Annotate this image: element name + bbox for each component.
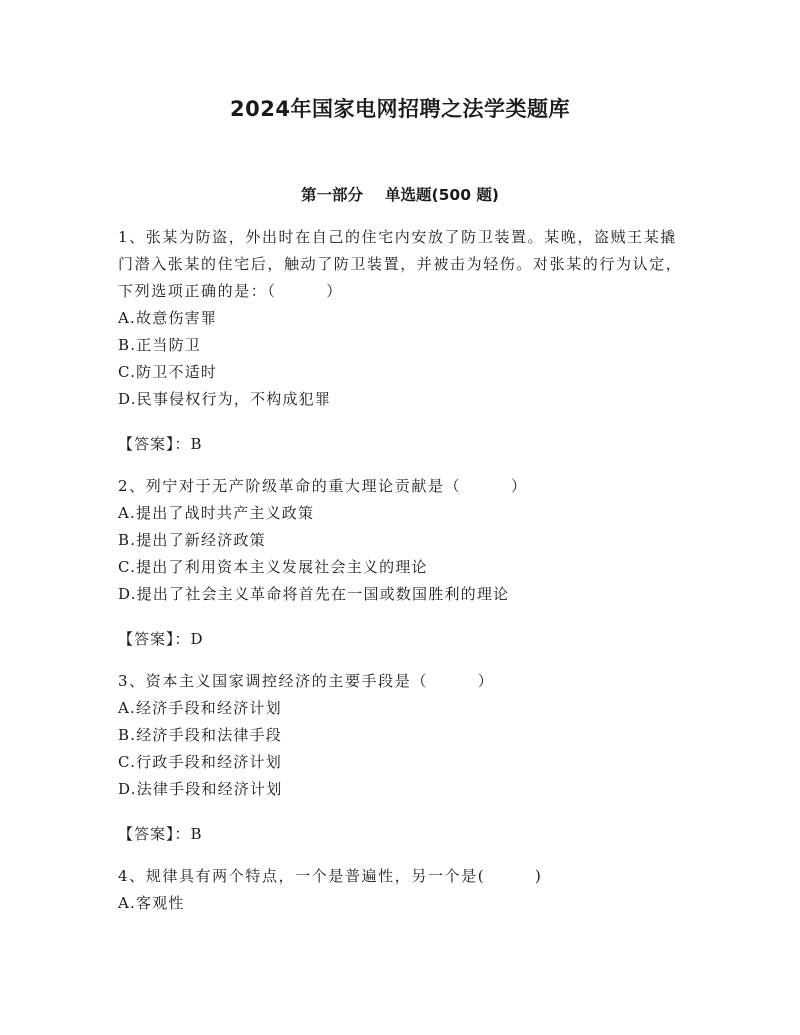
answer-value: D bbox=[190, 630, 204, 648]
question-stem bbox=[118, 863, 693, 890]
option-a: A.客观性 bbox=[118, 894, 185, 912]
option-d: D.提出了社会主义革命将首先在一国或数国胜利的理论 bbox=[118, 585, 510, 603]
option-a: A.故意伤害罪 bbox=[118, 309, 218, 327]
option-b: B.提出了新经济政策 bbox=[118, 531, 266, 549]
question-text: 资本主义国家调控经济的主要手段是（ ） bbox=[145, 672, 495, 690]
option-a: A.提出了战时共产主义政策 bbox=[118, 504, 315, 522]
option-a: A.经济手段和经济计划 bbox=[118, 699, 282, 717]
question-text: 规律具有两个特点，一个是普遍性，另一个是( ) bbox=[145, 867, 543, 885]
question-number: 2、 bbox=[118, 477, 146, 495]
document-title: 2024年国家电网招聘之法学类题库 bbox=[230, 97, 570, 121]
answer-line bbox=[118, 626, 693, 653]
section-heading bbox=[0, 183, 800, 207]
question-stem bbox=[118, 668, 693, 695]
question-2 bbox=[118, 473, 693, 653]
question-4 bbox=[118, 863, 693, 917]
section-name: 单选题(500 题) bbox=[385, 186, 499, 204]
question-number: 3、 bbox=[118, 672, 146, 690]
option-c: C.防卫不适时 bbox=[118, 363, 218, 381]
question-list bbox=[118, 224, 693, 917]
answer-value: B bbox=[190, 825, 203, 843]
option-d: D.法律手段和经济计划 bbox=[118, 780, 283, 798]
option-b: B.经济手段和法律手段 bbox=[118, 726, 282, 744]
question-1 bbox=[118, 224, 693, 458]
option-b: B.正当防卫 bbox=[118, 336, 201, 354]
answer-value: B bbox=[190, 435, 203, 453]
section-part: 第一部分 bbox=[301, 186, 364, 204]
question-text: 张某为防盗，外出时在自己的住宅内安放了防卫装置。某晚，盗贼王某撬门潜入张某的住宅后，触动了防卫装置，并被击为轻伤。对张某的行为认定，下列选项正确的是：（ ） bbox=[118, 228, 683, 300]
question-number: 4、 bbox=[118, 867, 146, 885]
question-stem bbox=[118, 473, 693, 500]
question-stem bbox=[118, 224, 693, 305]
answer-prefix: 【答案】： bbox=[118, 825, 191, 843]
answer-prefix: 【答案】： bbox=[118, 630, 191, 648]
option-c: C.行政手段和经济计划 bbox=[118, 753, 282, 771]
question-text: 列宁对于无产阶级革命的重大理论贡献是（ ） bbox=[145, 477, 528, 495]
question-number: 1、 bbox=[118, 228, 146, 246]
option-c: C.提出了利用资本主义发展社会主义的理论 bbox=[118, 558, 428, 576]
answer-line bbox=[118, 431, 693, 458]
option-d: D.民事侵权行为，不构成犯罪 bbox=[118, 390, 332, 408]
answer-prefix: 【答案】： bbox=[118, 435, 191, 453]
question-3 bbox=[118, 668, 693, 848]
answer-line bbox=[118, 821, 693, 848]
